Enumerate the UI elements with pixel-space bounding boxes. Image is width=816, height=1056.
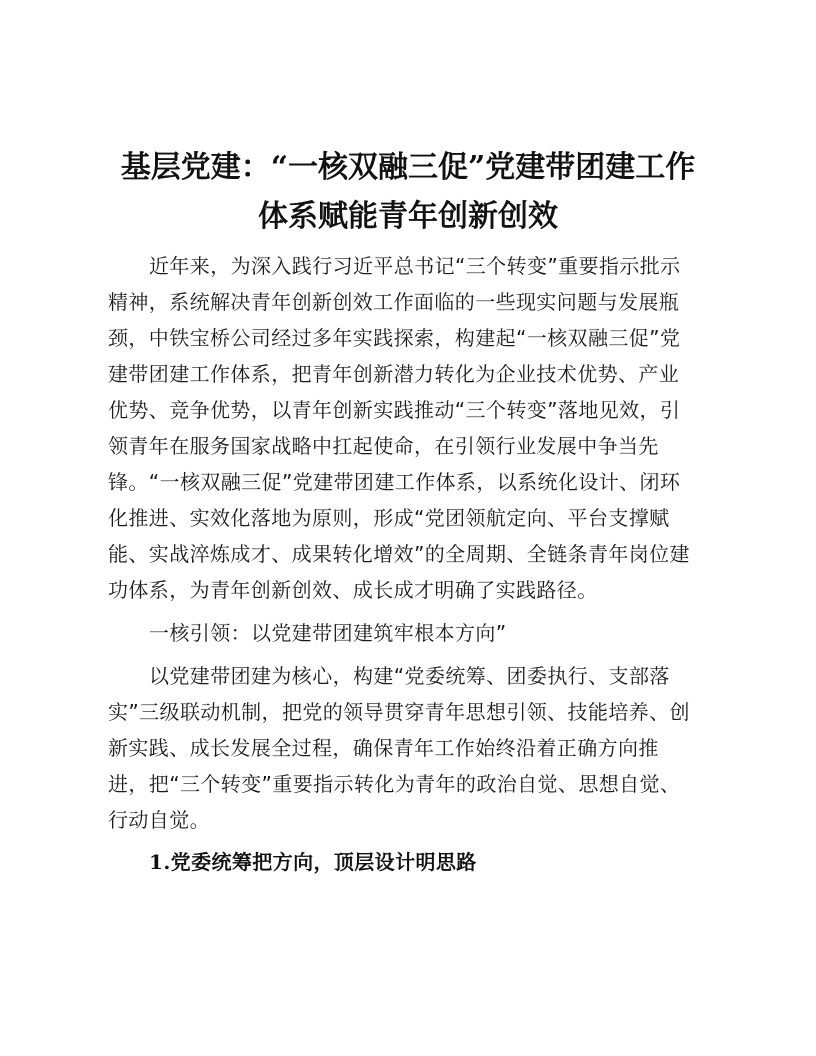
body-line: 近年来，为深入践行习近平总书记“三个转变”重要指示批示	[149, 254, 681, 278]
body-line: 实”三级联动机制，把党的领导贯穿青年思想引领、技能培养、创	[108, 700, 690, 724]
subsection-heading: 1.党委统筹把方向，顶层设计明思路	[149, 850, 477, 874]
body-line: 精神，系统解决青年创新创效工作面临的一些现实问题与发展瓶	[108, 290, 680, 314]
document-title-line-1: 基层党建：“一核双融三促”党建带团建工作	[120, 150, 696, 185]
body-line: 以党建带团建为核心，构建“党委统筹、团委执行、支部落	[149, 664, 670, 688]
body-line: 新实践、成长发展全过程，确保青年工作始终沿着正确方向推	[108, 736, 659, 760]
body-line: 颈，中铁宝桥公司经过多年实践探索，构建起“一核双融三促”党	[108, 326, 681, 350]
body-line: 进，把“三个转变”重要指示转化为青年的政治自觉、思想自觉、	[108, 772, 681, 796]
section-heading: 一核引领：以党建带团建筑牢根本方向”	[149, 621, 507, 645]
body-line: 行动自觉。	[108, 808, 210, 832]
body-line: 领青年在服务国家战略中扛起使命，在引领行业发展中争当先	[108, 434, 659, 458]
body-line: 功体系，为青年创新创效、成长成才明确了实践路径。	[108, 578, 598, 602]
body-line: 优势、竞争优势，以青年创新实践推动“三个转变”落地见效，引	[108, 398, 681, 422]
body-line: 化推进、实效化落地为原则，形成“党团领航定向、平台支撑赋	[108, 506, 670, 530]
body-line: 锋。“一核双融三促”党建带团建工作体系，以系统化设计、闭环	[108, 470, 681, 494]
body-line: 建带团建工作体系，把青年创新潜力转化为企业技术优势、产业	[108, 362, 680, 386]
body-line: 能、实战淬炼成才、成果转化增效”的全周期、全链条青年岗位建	[108, 542, 690, 566]
document-title-line-2: 体系赋能青年创新创效	[258, 199, 558, 234]
